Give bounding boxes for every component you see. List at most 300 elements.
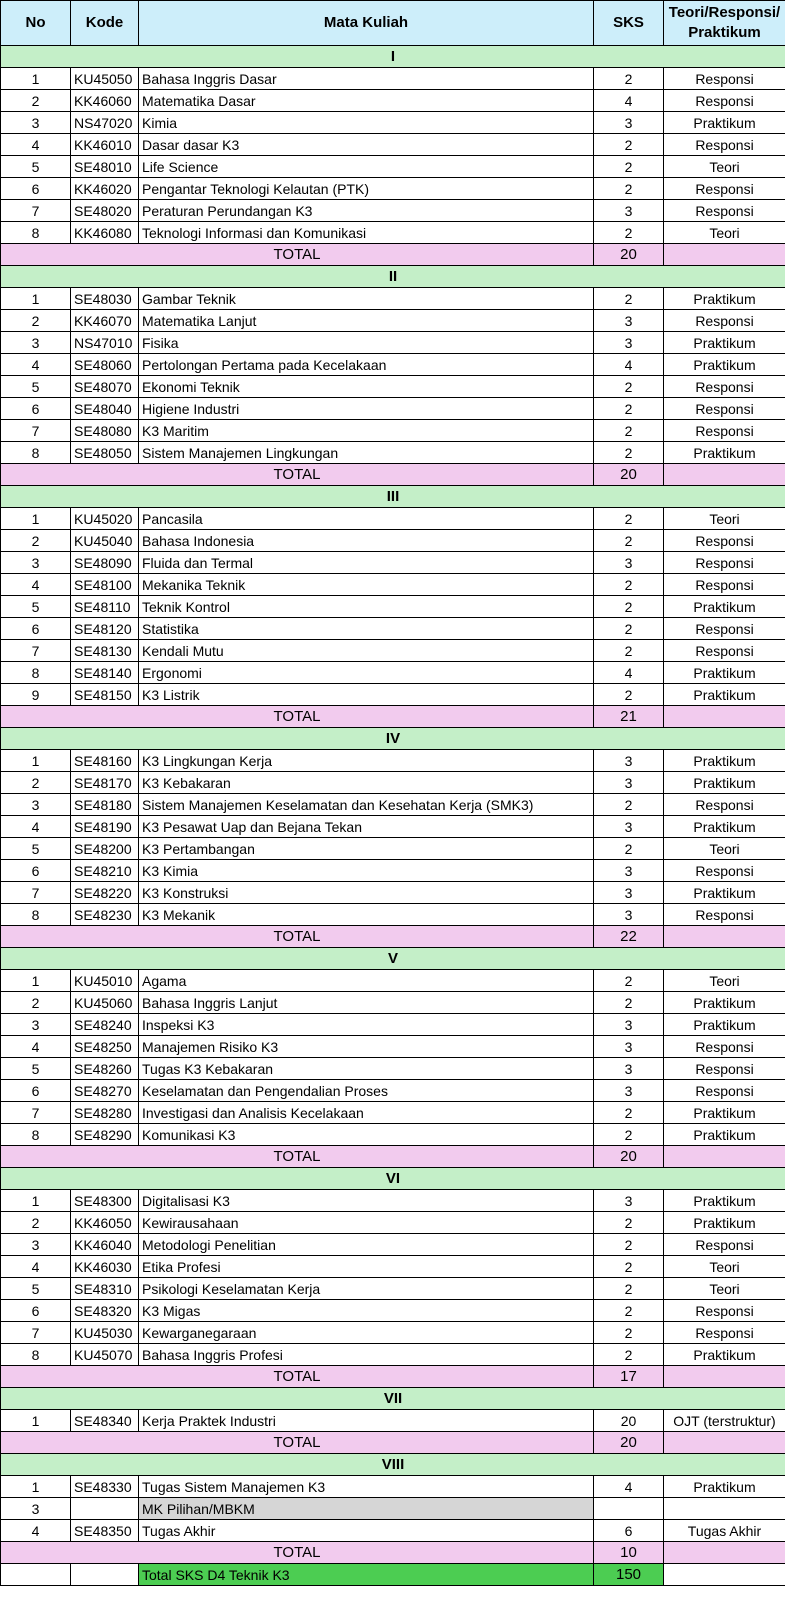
total-row xyxy=(1,244,785,266)
row-sks: 3 xyxy=(594,816,664,838)
total-blank xyxy=(664,706,785,728)
row-type: Responsi xyxy=(664,640,785,662)
row-type: Responsi xyxy=(664,1058,785,1080)
table-row xyxy=(1,1234,785,1256)
row-no: 3 xyxy=(1,1498,71,1520)
total-label: TOTAL xyxy=(1,1432,594,1454)
table-row xyxy=(1,442,785,464)
row-kode: KK46080 xyxy=(71,222,139,244)
row-sks: 2 xyxy=(594,1234,664,1256)
row-kode: SE48210 xyxy=(71,860,139,882)
total-sks: 22 xyxy=(594,926,664,948)
table-row xyxy=(1,1190,785,1212)
row-sks: 2 xyxy=(594,376,664,398)
row-type: Praktikum xyxy=(664,288,785,310)
table-row xyxy=(1,1058,785,1080)
row-sks: 2 xyxy=(594,640,664,662)
row-sks: 2 xyxy=(594,398,664,420)
total-blank xyxy=(664,464,785,486)
table-row xyxy=(1,640,785,662)
row-type: Teori xyxy=(664,156,785,178)
row-mata-kuliah: Bahasa Indonesia xyxy=(139,530,594,552)
row-sks: 3 xyxy=(594,860,664,882)
total-blank xyxy=(664,244,785,266)
row-no: 2 xyxy=(1,992,71,1014)
row-mata-kuliah: Komunikasi K3 xyxy=(139,1124,594,1146)
header-mata-kuliah: Mata Kuliah xyxy=(139,1,594,46)
row-no: 1 xyxy=(1,1476,71,1498)
row-sks: 2 xyxy=(594,442,664,464)
row-no: 4 xyxy=(1,574,71,596)
row-type: Praktikum xyxy=(664,442,785,464)
grand-total-blank-kode xyxy=(71,1564,139,1586)
table-row xyxy=(1,398,785,420)
semester-header-row xyxy=(1,1168,785,1190)
table-row xyxy=(1,288,785,310)
row-type: Responsi xyxy=(664,618,785,640)
row-sks: 3 xyxy=(594,1080,664,1102)
table-row xyxy=(1,794,785,816)
semester-header-row xyxy=(1,1388,785,1410)
row-sks: 4 xyxy=(594,662,664,684)
row-mata-kuliah: Mekanika Teknik xyxy=(139,574,594,596)
table-row xyxy=(1,376,785,398)
row-sks: 6 xyxy=(594,1520,664,1542)
row-type: Praktikum xyxy=(664,992,785,1014)
row-mata-kuliah: K3 Pesawat Uap dan Bejana Tekan xyxy=(139,816,594,838)
row-sks: 3 xyxy=(594,112,664,134)
row-mata-kuliah: Pancasila xyxy=(139,508,594,530)
row-type: Teori xyxy=(664,222,785,244)
grand-total-blank-type xyxy=(664,1564,785,1586)
row-sks: 2 xyxy=(594,508,664,530)
row-mata-kuliah: Kewarganegaraan xyxy=(139,1322,594,1344)
semester-header-row xyxy=(1,486,785,508)
row-kode: SE48130 xyxy=(71,640,139,662)
row-sks: 3 xyxy=(594,904,664,926)
row-mata-kuliah: Etika Profesi xyxy=(139,1256,594,1278)
row-mata-kuliah: Bahasa Inggris Lanjut xyxy=(139,992,594,1014)
grand-total-row xyxy=(1,1564,785,1586)
row-sks: 3 xyxy=(594,332,664,354)
row-kode: SE48290 xyxy=(71,1124,139,1146)
row-no: 8 xyxy=(1,222,71,244)
row-sks: 2 xyxy=(594,1212,664,1234)
table-row xyxy=(1,1322,785,1344)
row-type: Praktikum xyxy=(664,1124,785,1146)
row-mata-kuliah: Dasar dasar K3 xyxy=(139,134,594,156)
table-row xyxy=(1,1080,785,1102)
table-row xyxy=(1,90,785,112)
row-mata-kuliah: K3 Kebakaran xyxy=(139,772,594,794)
row-sks: 2 xyxy=(594,1322,664,1344)
row-mata-kuliah: Pertolongan Pertama pada Kecelakaan xyxy=(139,354,594,376)
table-row xyxy=(1,1124,785,1146)
total-row xyxy=(1,464,785,486)
row-kode: SE48330 xyxy=(71,1476,139,1498)
row-no: 2 xyxy=(1,310,71,332)
row-no: 8 xyxy=(1,662,71,684)
row-type: Responsi xyxy=(664,530,785,552)
row-mata-kuliah: K3 Listrik xyxy=(139,684,594,706)
table-row xyxy=(1,574,785,596)
total-blank xyxy=(664,1146,785,1168)
row-sks: 2 xyxy=(594,530,664,552)
semester-header-row xyxy=(1,1454,785,1476)
row-no: 7 xyxy=(1,1102,71,1124)
total-sks: 20 xyxy=(594,1432,664,1454)
row-no: 8 xyxy=(1,904,71,926)
table-row xyxy=(1,156,785,178)
row-type: Teori xyxy=(664,838,785,860)
row-mata-kuliah: K3 Konstruksi xyxy=(139,882,594,904)
row-sks: 2 xyxy=(594,684,664,706)
table-row xyxy=(1,200,785,222)
row-no: 5 xyxy=(1,376,71,398)
header-sks: SKS xyxy=(594,1,664,46)
row-sks: 3 xyxy=(594,310,664,332)
table-row xyxy=(1,1014,785,1036)
row-type: Responsi xyxy=(664,200,785,222)
total-sks: 20 xyxy=(594,244,664,266)
row-sks: 2 xyxy=(594,222,664,244)
table-row xyxy=(1,750,785,772)
row-no: 1 xyxy=(1,508,71,530)
row-no: 6 xyxy=(1,1080,71,1102)
row-no: 1 xyxy=(1,288,71,310)
semester-label: I xyxy=(1,46,785,68)
row-kode: SE48160 xyxy=(71,750,139,772)
row-sks: 2 xyxy=(594,1256,664,1278)
row-kode: SE48230 xyxy=(71,904,139,926)
row-mata-kuliah: Bahasa Inggris Dasar xyxy=(139,68,594,90)
row-kode: SE48110 xyxy=(71,596,139,618)
row-type: Responsi xyxy=(664,1036,785,1058)
row-type: Praktikum xyxy=(664,1102,785,1124)
row-mata-kuliah: Manajemen Risiko K3 xyxy=(139,1036,594,1058)
header-row xyxy=(1,1,785,46)
row-type: Teori xyxy=(664,970,785,992)
row-sks: 2 xyxy=(594,1102,664,1124)
row-mata-kuliah: Kewirausahaan xyxy=(139,1212,594,1234)
row-sks xyxy=(594,1498,664,1520)
row-type: Responsi xyxy=(664,1322,785,1344)
row-no: 2 xyxy=(1,1212,71,1234)
row-kode: KK46050 xyxy=(71,1212,139,1234)
row-no: 6 xyxy=(1,398,71,420)
row-type: Teori xyxy=(664,508,785,530)
table-row xyxy=(1,134,785,156)
row-type: Responsi xyxy=(664,574,785,596)
row-sks: 2 xyxy=(594,992,664,1014)
row-sks: 3 xyxy=(594,552,664,574)
row-sks: 2 xyxy=(594,1300,664,1322)
row-kode: SE48350 xyxy=(71,1520,139,1542)
row-type: Responsi xyxy=(664,398,785,420)
row-mata-kuliah: Keselamatan dan Pengendalian Proses xyxy=(139,1080,594,1102)
row-type: Responsi xyxy=(664,90,785,112)
table-row xyxy=(1,618,785,640)
semester-label: VI xyxy=(1,1168,785,1190)
row-kode: SE48090 xyxy=(71,552,139,574)
row-sks: 2 xyxy=(594,794,664,816)
row-mata-kuliah: Tugas K3 Kebakaran xyxy=(139,1058,594,1080)
table-row xyxy=(1,1036,785,1058)
row-mata-kuliah: Agama xyxy=(139,970,594,992)
row-sks: 2 xyxy=(594,68,664,90)
table-row xyxy=(1,68,785,90)
row-type: Responsi xyxy=(664,1080,785,1102)
row-sks: 2 xyxy=(594,574,664,596)
row-kode: KU45050 xyxy=(71,68,139,90)
semester-header-row xyxy=(1,728,785,750)
row-sks: 20 xyxy=(594,1410,664,1432)
row-kode: SE48240 xyxy=(71,1014,139,1036)
table-row xyxy=(1,222,785,244)
total-blank xyxy=(664,926,785,948)
row-kode: NS47010 xyxy=(71,332,139,354)
row-sks: 2 xyxy=(594,420,664,442)
table-row xyxy=(1,860,785,882)
row-type: Praktikum xyxy=(664,882,785,904)
row-sks: 2 xyxy=(594,1344,664,1366)
row-mata-kuliah: Pengantar Teknologi Kelautan (PTK) xyxy=(139,178,594,200)
row-kode: KU45070 xyxy=(71,1344,139,1366)
table-row xyxy=(1,1212,785,1234)
row-mata-kuliah: Psikologi Keselamatan Kerja xyxy=(139,1278,594,1300)
row-no: 5 xyxy=(1,156,71,178)
total-label: TOTAL xyxy=(1,1366,594,1388)
row-no: 2 xyxy=(1,530,71,552)
semester-header-row xyxy=(1,266,785,288)
row-sks: 3 xyxy=(594,750,664,772)
table-row xyxy=(1,1256,785,1278)
row-mata-kuliah: Matematika Lanjut xyxy=(139,310,594,332)
table-row xyxy=(1,772,785,794)
row-kode: SE48070 xyxy=(71,376,139,398)
row-no: 4 xyxy=(1,1520,71,1542)
row-mata-kuliah: K3 Lingkungan Kerja xyxy=(139,750,594,772)
row-sks: 3 xyxy=(594,1036,664,1058)
table-row xyxy=(1,992,785,1014)
row-type: Responsi xyxy=(664,552,785,574)
total-row xyxy=(1,1146,785,1168)
row-no: 5 xyxy=(1,1278,71,1300)
row-mata-kuliah: K3 Kimia xyxy=(139,860,594,882)
table-row xyxy=(1,904,785,926)
row-mata-kuliah: Metodologi Penelitian xyxy=(139,1234,594,1256)
row-sks: 2 xyxy=(594,134,664,156)
row-no: 7 xyxy=(1,420,71,442)
row-kode: SE48020 xyxy=(71,200,139,222)
total-row xyxy=(1,1432,785,1454)
table-row xyxy=(1,354,785,376)
row-no: 1 xyxy=(1,750,71,772)
total-sks: 20 xyxy=(594,464,664,486)
row-type: Tugas Akhir xyxy=(664,1520,785,1542)
row-kode: SE48040 xyxy=(71,398,139,420)
table-row xyxy=(1,420,785,442)
total-label: TOTAL xyxy=(1,926,594,948)
row-kode: KU45060 xyxy=(71,992,139,1014)
row-kode: SE48170 xyxy=(71,772,139,794)
grand-total-label: Total SKS D4 Teknik K3 xyxy=(139,1564,594,1586)
row-kode: SE48220 xyxy=(71,882,139,904)
row-sks: 2 xyxy=(594,596,664,618)
row-type: Praktikum xyxy=(664,354,785,376)
row-type: Praktikum xyxy=(664,112,785,134)
table-row xyxy=(1,1520,785,1542)
total-row xyxy=(1,1542,785,1564)
table-row xyxy=(1,882,785,904)
row-type: Praktikum xyxy=(664,684,785,706)
semester-header-row xyxy=(1,46,785,68)
row-mata-kuliah: Ergonomi xyxy=(139,662,594,684)
row-type: Praktikum xyxy=(664,1014,785,1036)
row-kode: KK46020 xyxy=(71,178,139,200)
row-no: 4 xyxy=(1,134,71,156)
row-no: 2 xyxy=(1,90,71,112)
row-type: Responsi xyxy=(664,904,785,926)
row-type: Responsi xyxy=(664,178,785,200)
row-type: Praktikum xyxy=(664,772,785,794)
row-kode: KU45030 xyxy=(71,1322,139,1344)
row-sks: 2 xyxy=(594,156,664,178)
row-no: 7 xyxy=(1,1322,71,1344)
table-row xyxy=(1,178,785,200)
row-kode: SE48120 xyxy=(71,618,139,640)
header-no: No xyxy=(1,1,71,46)
row-sks: 4 xyxy=(594,1476,664,1498)
semester-label: VIII xyxy=(1,1454,785,1476)
table-row xyxy=(1,1278,785,1300)
row-type: Praktikum xyxy=(664,1190,785,1212)
row-sks: 2 xyxy=(594,178,664,200)
row-no: 3 xyxy=(1,794,71,816)
row-no: 8 xyxy=(1,442,71,464)
semester-label: III xyxy=(1,486,785,508)
row-type: Responsi xyxy=(664,1300,785,1322)
semester-label: II xyxy=(1,266,785,288)
row-sks: 3 xyxy=(594,1190,664,1212)
row-sks: 3 xyxy=(594,1058,664,1080)
row-mata-kuliah: K3 Migas xyxy=(139,1300,594,1322)
total-sks: 17 xyxy=(594,1366,664,1388)
row-mata-kuliah: Ekonomi Teknik xyxy=(139,376,594,398)
row-kode: SE48190 xyxy=(71,816,139,838)
row-sks: 3 xyxy=(594,772,664,794)
row-sks: 2 xyxy=(594,1278,664,1300)
total-blank xyxy=(664,1432,785,1454)
table-row xyxy=(1,310,785,332)
table-row xyxy=(1,112,785,134)
row-kode: SE48320 xyxy=(71,1300,139,1322)
row-mata-kuliah: Tugas Akhir xyxy=(139,1520,594,1542)
row-no: 6 xyxy=(1,860,71,882)
row-sks: 2 xyxy=(594,288,664,310)
row-type: Praktikum xyxy=(664,1212,785,1234)
header-kode: Kode xyxy=(71,1,139,46)
row-kode: SE48270 xyxy=(71,1080,139,1102)
semester-label: IV xyxy=(1,728,785,750)
row-type: OJT (terstruktur) xyxy=(664,1410,785,1432)
row-kode: SE48030 xyxy=(71,288,139,310)
row-type: Praktikum xyxy=(664,1476,785,1498)
total-row xyxy=(1,1366,785,1388)
row-no: 6 xyxy=(1,618,71,640)
row-mata-kuliah: Bahasa Inggris Profesi xyxy=(139,1344,594,1366)
row-mata-kuliah: K3 Maritim xyxy=(139,420,594,442)
row-mata-kuliah: Matematika Dasar xyxy=(139,90,594,112)
row-sks: 2 xyxy=(594,618,664,640)
row-mata-kuliah: Statistika xyxy=(139,618,594,640)
total-label: TOTAL xyxy=(1,1542,594,1564)
row-sks: 2 xyxy=(594,838,664,860)
total-row xyxy=(1,926,785,948)
total-blank xyxy=(664,1542,785,1564)
row-type: Praktikum xyxy=(664,662,785,684)
table-row xyxy=(1,1476,785,1498)
row-no: 5 xyxy=(1,838,71,860)
row-mata-kuliah: Kimia xyxy=(139,112,594,134)
total-label: TOTAL xyxy=(1,244,594,266)
row-no: 8 xyxy=(1,1344,71,1366)
semester-header-row xyxy=(1,948,785,970)
row-mata-kuliah: Kendali Mutu xyxy=(139,640,594,662)
row-mata-kuliah: Higiene Industri xyxy=(139,398,594,420)
row-kode: KK46060 xyxy=(71,90,139,112)
row-type: Responsi xyxy=(664,860,785,882)
row-mata-kuliah: Peraturan Perundangan K3 xyxy=(139,200,594,222)
row-sks: 2 xyxy=(594,970,664,992)
row-type: Responsi xyxy=(664,1234,785,1256)
table-row xyxy=(1,662,785,684)
row-kode: KK46040 xyxy=(71,1234,139,1256)
row-kode: SE48010 xyxy=(71,156,139,178)
grand-total-sks: 150 xyxy=(594,1564,664,1586)
row-type: Praktikum xyxy=(664,596,785,618)
total-label: TOTAL xyxy=(1,464,594,486)
row-type: Praktikum xyxy=(664,816,785,838)
row-no: 7 xyxy=(1,882,71,904)
row-type: Responsi xyxy=(664,134,785,156)
table-row xyxy=(1,816,785,838)
row-kode: SE48250 xyxy=(71,1036,139,1058)
row-no: 3 xyxy=(1,552,71,574)
row-mata-kuliah: Teknologi Informasi dan Komunikasi xyxy=(139,222,594,244)
row-kode: SE48200 xyxy=(71,838,139,860)
row-no: 8 xyxy=(1,1124,71,1146)
row-kode: KK46070 xyxy=(71,310,139,332)
row-kode xyxy=(71,1498,139,1520)
row-kode: SE48060 xyxy=(71,354,139,376)
total-label: TOTAL xyxy=(1,706,594,728)
row-no: 3 xyxy=(1,112,71,134)
row-no: 4 xyxy=(1,354,71,376)
row-mata-kuliah: Inspeksi K3 xyxy=(139,1014,594,1036)
row-no: 3 xyxy=(1,1234,71,1256)
row-kode: KU45020 xyxy=(71,508,139,530)
row-sks: 3 xyxy=(594,882,664,904)
row-type: Praktikum xyxy=(664,1344,785,1366)
table-row xyxy=(1,1102,785,1124)
row-no: 1 xyxy=(1,68,71,90)
semester-label: VII xyxy=(1,1388,785,1410)
row-no: 7 xyxy=(1,200,71,222)
total-sks: 21 xyxy=(594,706,664,728)
row-kode: SE48140 xyxy=(71,662,139,684)
row-mata-kuliah: Teknik Kontrol xyxy=(139,596,594,618)
